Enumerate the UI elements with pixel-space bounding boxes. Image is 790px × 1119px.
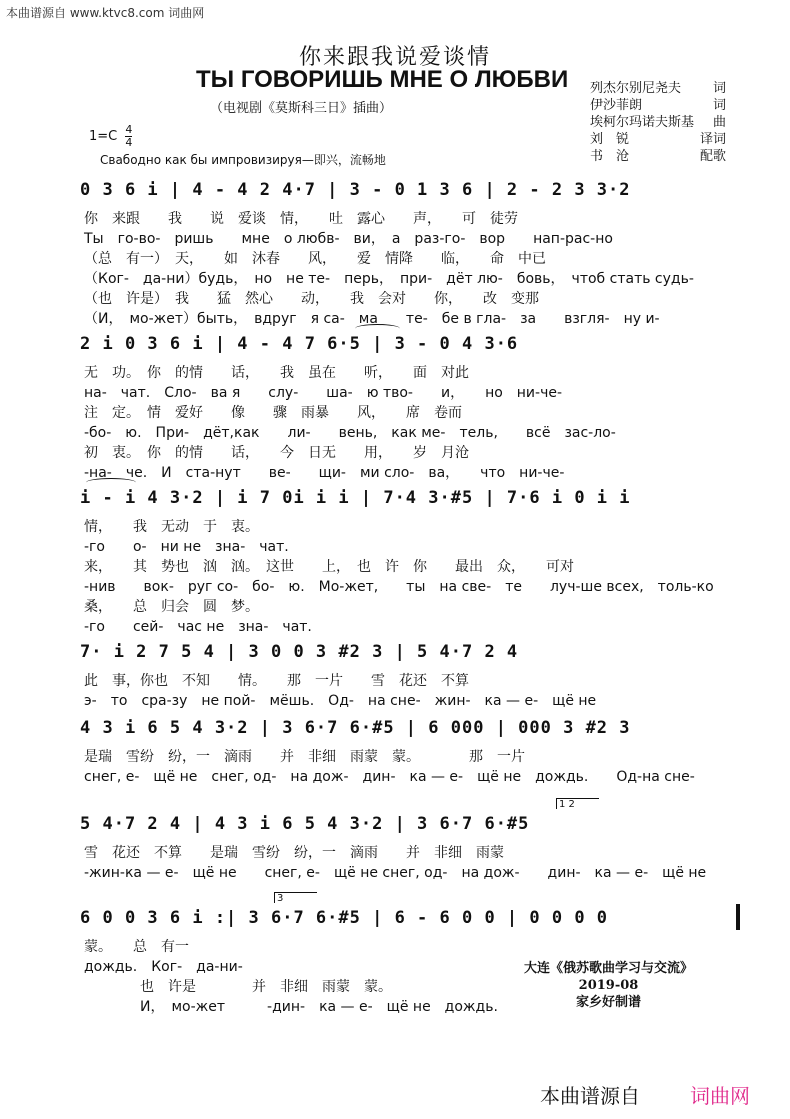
arranger-credits: 大连《俄苏歌曲学习与交流》 2019-08 家乡好制谱: [524, 961, 694, 1010]
notation-line-1: 0 3 6 i | 4 - 4 2 4·7 | 3 - 0 1 3 6 | 2 - 2 3 3·2: [80, 180, 631, 200]
lyric-line: Ты го-во- ришь мне о любв- ви， а раз-го- вор нап-рас-но: [84, 231, 613, 247]
lyric-line: -бо- ю. При- дёт,как ли- вень, как ме- тель, всё зас-ло-: [84, 425, 616, 441]
lyric-line: （И， мо-жет）быть， вдруг я са- ма те- бе в гла- за взгля- ну и-: [84, 311, 660, 327]
lyric-line: 雪 花还 不算 是瑞 雪纷 纷，一 滴雨 并 非细 雨蒙: [84, 845, 504, 861]
notation-line-2: 2 i 0 3 6 i | 4 - 4 7 6·5 | 3 - 0 4 3·6: [80, 334, 519, 354]
credit-row: 埃柯尔玛诺夫斯基 曲: [590, 115, 726, 130]
footer-site-link[interactable]: 词曲网: [690, 1084, 750, 1108]
lyric-line: -жин-ка — е- щё не снег, е- щё не снег, од- на дож- дин- ка — е- щё не: [84, 865, 707, 881]
credit-row: 伊沙菲朗 词: [590, 98, 726, 113]
tempo-marking: Свабодно как бы импровизируя—即兴，流畅地: [100, 153, 386, 167]
lyric-line: -нив вок- руг со- бо- ю. Мо-жет, ты на све- те луч-ше всех, толь-ко: [84, 579, 714, 595]
key-signature: $1=C \frac{4}{4}$: [89, 123, 133, 149]
lyric-line: 你 来跟 我 说 爱谈 情， 吐 露心 声， 可 徒劳: [84, 211, 518, 227]
slur-mark: [355, 324, 400, 333]
lyric-line: 此 事，你也 不知 情。 那 一片 雪 花还 不算: [84, 673, 469, 689]
lyric-line: -на- че. И ста-нут ве- щи- ми сло- ва， что ни-че-: [84, 465, 565, 481]
lyric-line: 初 衷。 你 的情 话， 今 日无 用， 岁 月沧: [84, 445, 469, 461]
credit-row: 刘 锐 译词: [590, 132, 726, 147]
lyric-line: дождь. Ког- да-ни-: [84, 959, 243, 975]
lyric-line: 注 定。 情 爱好 像 骤 雨暴 风， 席 卷而: [84, 405, 462, 421]
lyric-line: 无 功。 你 的情 话， 我 虽在 听， 面 对此: [84, 365, 469, 381]
final-barline: [736, 904, 740, 930]
lyric-line: 蒙。 总 有一: [84, 939, 189, 955]
notation-line-6: 5 4·7 2 4 | 4 3 i 6 5 4 3·2 | 3 6·7 6·#5: [80, 814, 530, 834]
title-russian: ТЫ ГОВОРИШЬ МНЕ О ЛЮБВИ: [196, 66, 569, 93]
lyric-line: 也 许是 并 非细 雨蒙 蒙。: [84, 979, 392, 995]
lyric-line: э- то сра-зу не пой- мёшь. Од- на сне- жин- ка — е- щё не: [84, 693, 597, 709]
volta-first: 1 2: [556, 798, 599, 809]
lyric-line: （Ког- да-ни）будь， но не те- перь， при- дёт лю- бовь， чтоб стать судь-: [84, 271, 694, 287]
site-header: 本曲谱源自 www.ktvc8.com 词曲网: [6, 6, 205, 20]
lyric-line: 是瑞 雪纷 纷，一 滴雨 并 非细 雨蒙 蒙。 那 一片: [84, 749, 525, 765]
lyric-line: -го о- ни не зна- чат.: [84, 539, 289, 555]
lyric-line: снег, е- щё не снег, од- на дож- дин- ка — е- щё не дождь. Од-на сне-: [84, 769, 695, 785]
credit-row: 列杰尔别尼尧夫 词: [590, 81, 726, 96]
volta-second: 3: [274, 892, 317, 903]
lyric-line: 情， 我 无动 于 衷。: [84, 519, 259, 535]
notation-line-5: 4 3 i 6 5 4 3·2 | 3 6·7 6·#5 | 6 000 | 000 3 #2 3: [80, 718, 631, 738]
lyric-line: на- чат. Сло- ва я слу- ша- ю тво- и， но ни-че-: [84, 385, 563, 401]
lyric-line: И， мо-жет -дин- ка — е- щё не дождь.: [84, 999, 498, 1015]
notation-line-3: i - i 4 3·2 | i 7 0i i i | 7·4 3·#5 | 7·6 i 0 i i: [80, 488, 631, 508]
slur-mark: [86, 478, 136, 487]
notation-line-7: 6 0 0 3 6 i :| 3 6·7 6·#5 | 6 - 6 0 0 | 0 0 0 0: [80, 908, 609, 928]
lyric-line: （总 有一） 天， 如 沐春 风， 爱 情降 临， 命 中已: [84, 251, 546, 267]
lyric-line: （也 许是） 我 猛 然心 动， 我 会对 你， 改 变那: [84, 291, 539, 307]
time-signature: $\frac{4}{4}$: [125, 123, 133, 149]
credit-row: 书 沧 配歌: [590, 149, 726, 164]
lyric-line: -го сей- час не зна- чат.: [84, 619, 312, 635]
notation-line-4: 7· i 2 7 5 4 | 3 0 0 3 #2 3 | 5 4·7 2 4: [80, 642, 519, 662]
footer-source: 本曲谱源自: [540, 1084, 640, 1108]
credits-block: [590, 80, 726, 165]
lyric-line: 来， 其 势也 汹 汹。 这世 上， 也 许 你 最出 众， 可对: [84, 559, 574, 575]
lyric-line: 桑， 总 归会 圆 梦。: [84, 599, 259, 615]
title-chinese: 你来跟我说爱谈情: [298, 45, 491, 70]
subtitle: （电视剧《莫斯科三日》插曲）: [210, 101, 393, 116]
